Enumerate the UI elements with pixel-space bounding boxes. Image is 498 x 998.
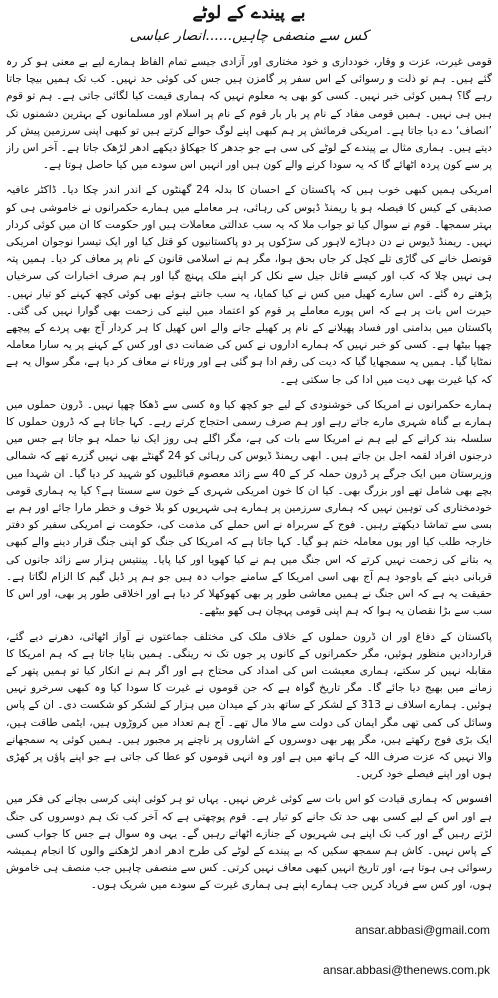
column-byline: کس سے منصفی چاہیں......انصار عباسی	[129, 28, 369, 44]
email-thenews: ansar.abbasi@thenews.com.pk	[323, 963, 490, 977]
author-emails	[190, 918, 490, 998]
paragraph: امریکی ہمیں کبھی خوب ہیں کہ پاکستان کے احسان کا بدلہ 24 گھنٹوں کے اندر اندر چکا دیا۔ ڈاکٹر عافیہ صدیقی کے کیس کا فیصلہ ہو یا ریمنڈ ڈیوس کی رہائی، ہر معاملے میں ہمارے حکمرانوں نے خاموشی ہی کو بہتر سمجھا۔ قوم نے سوال کیا تو جواب ملا کہ یہ سب عدالتی معاملات ہیں اور حکومت کا ان میں کوئی کردار نہیں۔ ریمنڈ ڈیوس نے دن دہاڑے لاہور کی سڑکوں پر دو پاکستانیوں کو قتل کیا اور ایک تیسرا نوجوان امریکی قونصل خانے کی گاڑی تلے کچل کر جاں بحق ہوا، مگر ہم نے اسلامی قانون کے نام پر معاف کر دیا۔ ہمیں پتہ ہی نہیں چلا کہ کب اور کیسے قاتل جیل سے نکل کر اپنے ملک پہنچ گیا اور ہم صرف اخبارات کی سرخیاں پڑھتے رہ گئے۔ اس سارے کھیل میں کس نے کیا کمایا، یہ سب جانتے ہوئے بھی کوئی کچھ کہنے کو تیار نہیں۔ حیرت اس بات پر ہے کہ اس پورے معاملے پر قوم کو اعتماد میں لینے کی زحمت بھی گوارا نہیں کی گئی۔ پاکستان میں بدامنی اور فساد پھیلانے کے نام پر کھیلے جانے والے اس کھیل کا ہر کردار آج بھی پردے کے پیچھے چھپا بیٹھا ہے۔ کسی کو خبر نہیں کہ ہمارے اداروں نے کس کی ضمانت دی اور کس کے کہنے پر یہ سارا معاملہ نمٹایا گیا۔ ہمیں یہ سمجھایا گیا کہ دیت کی رقم ادا ہو گئی ہے اور ورثاء نے معاف کر دیا ہے، مگر سوال یہ ہے کہ کیا غیرت بھی دیت میں ادا کی جا سکتی ہے۔	[6, 184, 492, 386]
email-gmail: ansar.abbasi@gmail.com	[355, 923, 490, 937]
paragraph: پاکستان کے دفاع اور ان ڈرون حملوں کے خلاف ملک کی مختلف جماعتوں نے آواز اٹھائی، دھرنے دیے گئے، قراردادیں منظور ہوئیں، مگر حکمرانوں کے کانوں پر جوں تک نہ رینگی۔ ہمیں بتایا جاتا ہے کہ ہم امریکا کا مقابلہ نہیں کر سکتے، ہماری معیشت اس کی امداد کی محتاج ہے اور اگر ہم نے انکار کیا تو ہمیں پتھر کے زمانے میں بھیج دیا جائے گا۔ مگر تاریخ گواہ ہے کہ جن قوموں نے غیرت کا سودا کیا وہ کبھی سرخرو نہیں ہوئیں۔ ہمارے اسلاف نے 313 کے لشکر کے ساتھ بدر کے میدان میں ہزار کے لشکر کو شکست دی۔ ان کے پاس وسائل کی کمی تھی مگر ایمان کی دولت سے مالا مال تھے۔ آج ہم تعداد میں کروڑوں ہیں، ایٹمی طاقت ہیں، ایک بڑی فوج رکھتے ہیں، مگر پھر بھی دوسروں کے اشاروں پر ناچنے پر مجبور ہیں۔ ہمیں کوئی یہ سمجھانے والا نہیں کہ عزت صرف اللہ کے ہاتھ میں ہے اور وہ انہی قوموں کو عطا کی جاتی ہے جو اپنے پاؤں پر کھڑی ہوں اور اپنے فیصلے خود کریں۔	[6, 630, 492, 781]
paragraph: افسوس کہ ہماری قیادت کو اس بات سے کوئی غرض نہیں۔ یہاں تو ہر کوئی اپنی کرسی بچانے کی فکر میں ہے اور اس کے لیے کسی بھی حد تک جانے کو تیار ہے۔ قوم پوچھتی ہے کہ آخر کب تک ہم دوسروں کی جنگ لڑتے رہیں گے اور کب تک اپنے ہی شہریوں کے جنازے اٹھاتے رہیں گے۔ یہی وہ سوال ہے جس کا جواب کسی کے پاس نہیں۔ کاش ہم سمجھ سکیں کہ بے پیندے کے لوٹے کی طرح ادھر ادھر لڑھکنے والوں کا انجام ہمیشہ رسوائی ہی ہوتا ہے، اور تاریخ انہیں کبھی معاف نہیں کرتی۔ کس سے منصفی چاہیں جب منصف ہی خاموش ہوں، اور کس سے فریاد کریں جب ہمارے اپنے ہی ہماری غیرت کے سودے میں شریک ہوں۔	[6, 793, 492, 892]
column-title: بے پیندے کے لوٹے	[192, 3, 306, 23]
paragraph: ہمارے حکمرانوں نے امریکا کی خوشنودی کے لیے جو کچھ کیا وہ کسی سے ڈھکا چھپا نہیں۔ ڈرون حملوں میں ہمارے بے گناہ شہری مارے جاتے رہے اور ہم صرف رسمی احتجاج کرتے رہے۔ کہا جاتا ہے کہ ڈرون حملوں کا سلسلہ بند کرانے کے لیے ہم نے امریکا سے بات کی ہے، مگر اگلے ہی روز ایک نیا حملہ ہو جاتا ہے جس میں درجنوں افراد لقمہ اجل بن جاتے ہیں۔ ابھی ریمنڈ ڈیوس کی رہائی کو 24 گھنٹے بھی نہیں گزرے تھے کہ شمالی وزیرستان میں ایک جرگے پر ڈرون حملہ کر کے 40 سے زائد معصوم قبائلیوں کو شہید کر دیا گیا۔ ان شہدا میں بچے بھی شامل تھے اور بزرگ بھی۔ کیا ان کا خون امریکی شہری کے خون سے سستا ہے؟ کیا یہ ہماری قومی خودمختاری کی توہین نہیں کہ ہماری سرزمین پر ہمارے ہی شہریوں کو بلا خوف و خطر مارا جائے اور ہم بے بسی سے تماشا دیکھتے رہیں۔ فوج کے سربراہ نے اس حملے کی مذمت کی، حکومت نے امریکی سفیر کو دفتر خارجہ طلب کیا اور یوں معاملہ ختم ہو گیا۔ کہا جاتا ہے کہ امریکا کی جنگ کو اپنی جنگ قرار دینے والے کبھی یہ بتانے کی زحمت نہیں کرتے کہ اس جنگ میں ہم نے کیا کھویا اور کیا پایا۔ پینتیس ہزار سے زائد جانوں کی قربانی دینے کے باوجود ہم آج بھی اسی امریکا کے سامنے جواب دہ ہیں جو ہم پر ڈبل گیم کا الزام لگاتا ہے۔ حقیقت یہ ہے کہ اس جنگ نے ہمیں معاشی طور پر بھی کھوکھلا کر دیا ہے اور اخلاقی طور پر بھی، اور اس کا سب سے بڑا نقصان یہ ہوا کہ ہم اپنی قومی پہچان ہی کھو بیٹھے۔	[6, 398, 492, 618]
paragraph: قومی غیرت، عزت و وقار، خودداری و خود مختاری اور آزادی جیسے تمام الفاظ ہمارے لیے بے معنی ہو کر رہ گئے ہیں۔ ہم تو ذلت و رسوائی کے اس سفر پر گامزن ہیں جس کی کوئی حد نہیں۔ کب تک ہمیں بیچا جاتا رہے گا؟ ہمیں کوئی خبر نہیں۔ کسی کو بھی یہ معلوم نہیں کہ ہماری قیمت کیا لگائی جاتی ہے۔ ہم تو قوم ہیں ہی نہیں۔ ہمیں قومی مفاد کے نام پر بار بار قوم کے نام پر اسلام اور مسلمانوں کے بہترین دشمنوں تک ’انصاف‘ دے دیا جاتا ہے۔ امریکی فرمائش پر ہم کبھی اپنے لوگ حوالے کرتے ہیں تو کبھی اپنی سرزمین پیش کر دیتے ہیں۔ ہماری مثال بے پیندے کے لوٹے کی سی ہے جو جدھر کا جھکاؤ دیکھے ادھر لڑھک جاتا ہے۔ آخر اس راز پر سے کون پردہ اٹھائے گا کہ یہ سودا کرنے والے کون ہیں اور انہیں اس سودے میں کیا حاصل ہوتا ہے۔	[6, 56, 492, 172]
article-body	[6, 54, 492, 909]
